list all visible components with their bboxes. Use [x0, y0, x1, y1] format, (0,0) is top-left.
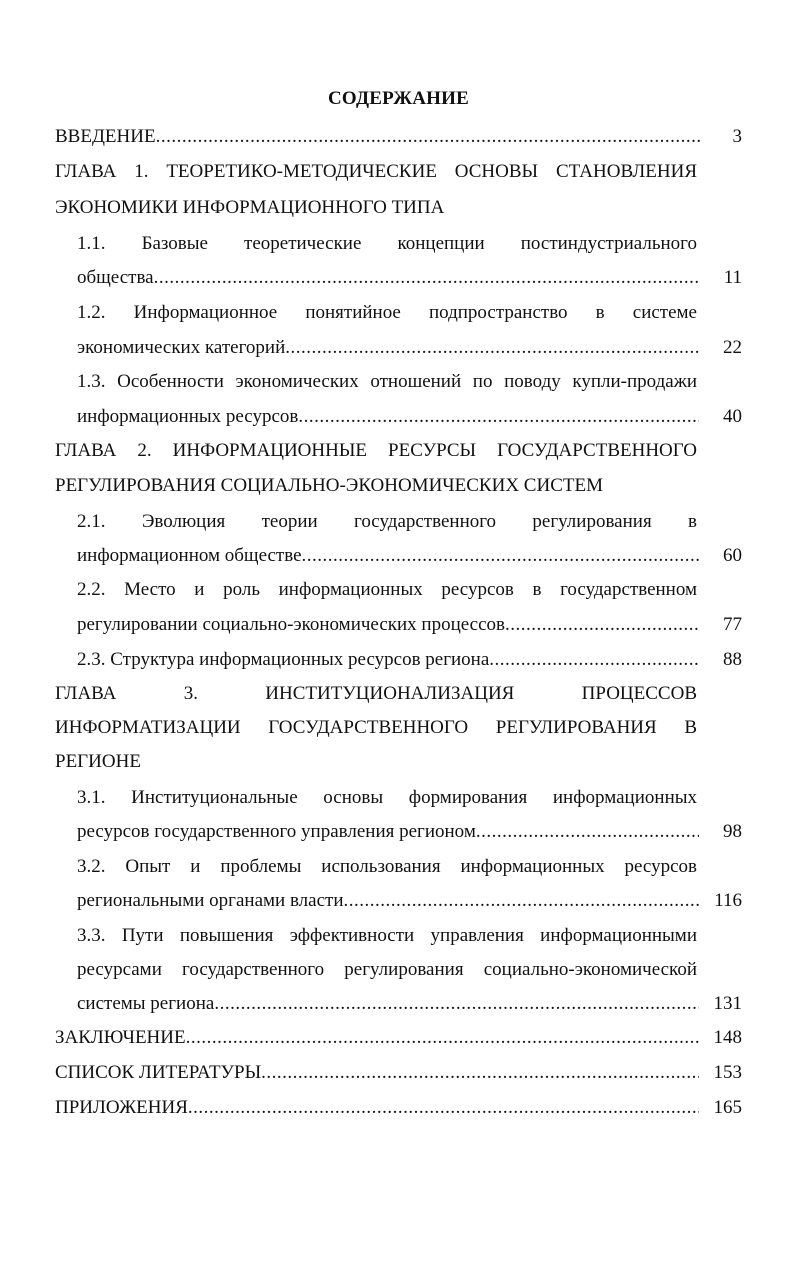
section-title: экономических категорий: [77, 337, 286, 358]
chapter-heading: ГЛАВА 3. ИНСТИТУЦИОНАЛИЗАЦИЯ ПРОЦЕССОВ: [55, 683, 697, 704]
section-title: информационных ресурсов: [77, 406, 299, 427]
section-title: общества: [77, 267, 154, 288]
page-number: 153: [713, 1062, 742, 1083]
dot-leader: [285, 336, 699, 360]
dot-leader: [261, 1061, 699, 1085]
page-number: 98: [723, 821, 742, 842]
toc-entry-appendix: [55, 1096, 699, 1120]
page-title: СОДЕРЖАНИЕ: [328, 88, 469, 109]
chapter-heading: ЭКОНОМИКИ ИНФОРМАЦИОННОГО ТИПА: [55, 197, 445, 218]
toc-entry-label: ПРИЛОЖЕНИЯ: [55, 1097, 188, 1118]
page-number: 88: [723, 649, 742, 670]
toc-entry-section: [77, 648, 699, 672]
section-title: 3.2. Опыт и проблемы использования информационных ресурсов: [77, 856, 697, 877]
toc-entry-conclusion: [55, 1026, 699, 1050]
dot-leader: [186, 1026, 699, 1050]
dot-leader: [156, 125, 700, 149]
chapter-heading: РЕГУЛИРОВАНИЯ СОЦИАЛЬНО-ЭКОНОМИЧЕСКИХ СИСТЕМ: [55, 475, 603, 496]
toc-entry-section: [77, 992, 699, 1016]
toc-entry-section: [77, 820, 699, 844]
toc-entry-label: СПИСОК ЛИТЕРАТУРЫ: [55, 1062, 262, 1083]
section-title: системы региона: [77, 993, 215, 1014]
page-number: 77: [723, 614, 742, 635]
page-number: 40: [723, 406, 742, 427]
chapter-heading: ГЛАВА 2. ИНФОРМАЦИОННЫЕ РЕСУРСЫ ГОСУДАРСТВЕННОГО: [55, 440, 697, 461]
toc-entry-section: [77, 336, 699, 360]
dot-leader: [154, 266, 699, 290]
page-number: 131: [713, 993, 742, 1014]
section-title: 3.3. Пути повышения эффективности управления информационными: [77, 925, 697, 946]
dot-leader: [476, 820, 699, 844]
chapter-heading: РЕГИОНЕ: [55, 751, 141, 772]
page-number: 60: [723, 545, 742, 566]
dot-leader: [344, 889, 700, 913]
section-title: 1.1. Базовые теоретические концепции постиндустриального: [77, 233, 697, 254]
dot-leader: [298, 405, 699, 429]
dot-leader: [188, 1096, 699, 1120]
toc-entry-label: ЗАКЛЮЧЕНИЕ: [55, 1027, 186, 1048]
toc-entry-section: [77, 544, 699, 568]
section-title: ресурсов государственного управления регионом: [77, 821, 476, 842]
page-number: 3: [732, 126, 742, 147]
dot-leader: [489, 648, 699, 672]
section-title: информационном обществе: [77, 545, 302, 566]
section-title: ресурсами государственного регулирования социально-экономической: [77, 959, 697, 980]
section-title: 2.1. Эволюция теории государственного регулирования в: [77, 511, 697, 532]
section-title: 2.3. Структура информационных ресурсов региона: [77, 649, 490, 670]
toc-entry-intro: [55, 125, 700, 149]
section-title: 1.3. Особенности экономических отношений по поводу купли-продажи: [77, 371, 697, 392]
page-number: 165: [713, 1097, 742, 1118]
dot-leader: [505, 613, 699, 637]
dot-leader: [214, 992, 699, 1016]
section-title: региональными органами власти: [77, 890, 344, 911]
toc-entry-section: [77, 405, 699, 429]
section-title: 1.2. Информационное понятийное подпространство в системе: [77, 302, 697, 323]
toc-entry-label: ВВЕДЕНИЕ: [55, 126, 156, 147]
page-number: 148: [713, 1027, 742, 1048]
chapter-heading: ГЛАВА 1. ТЕОРЕТИКО-МЕТОДИЧЕСКИЕ ОСНОВЫ СТАНОВЛЕНИЯ: [55, 161, 697, 182]
page-number: 22: [723, 337, 742, 358]
dot-leader: [302, 544, 699, 568]
section-title: 2.2. Место и роль информационных ресурсов в государственном: [77, 579, 697, 600]
toc-entry-section: [77, 266, 699, 290]
toc-entry-section: [77, 613, 699, 637]
toc-entry-section: [77, 889, 699, 913]
toc-entry-references: [55, 1061, 699, 1085]
section-title: 3.1. Институциональные основы формирования информационных: [77, 787, 697, 808]
page-number: 116: [714, 890, 742, 911]
section-title: регулировании социально-экономических процессов: [77, 614, 506, 635]
page-number: 11: [723, 267, 742, 288]
chapter-heading: ИНФОРМАТИЗАЦИИ ГОСУДАРСТВЕННОГО РЕГУЛИРОВАНИЯ В: [55, 717, 697, 738]
